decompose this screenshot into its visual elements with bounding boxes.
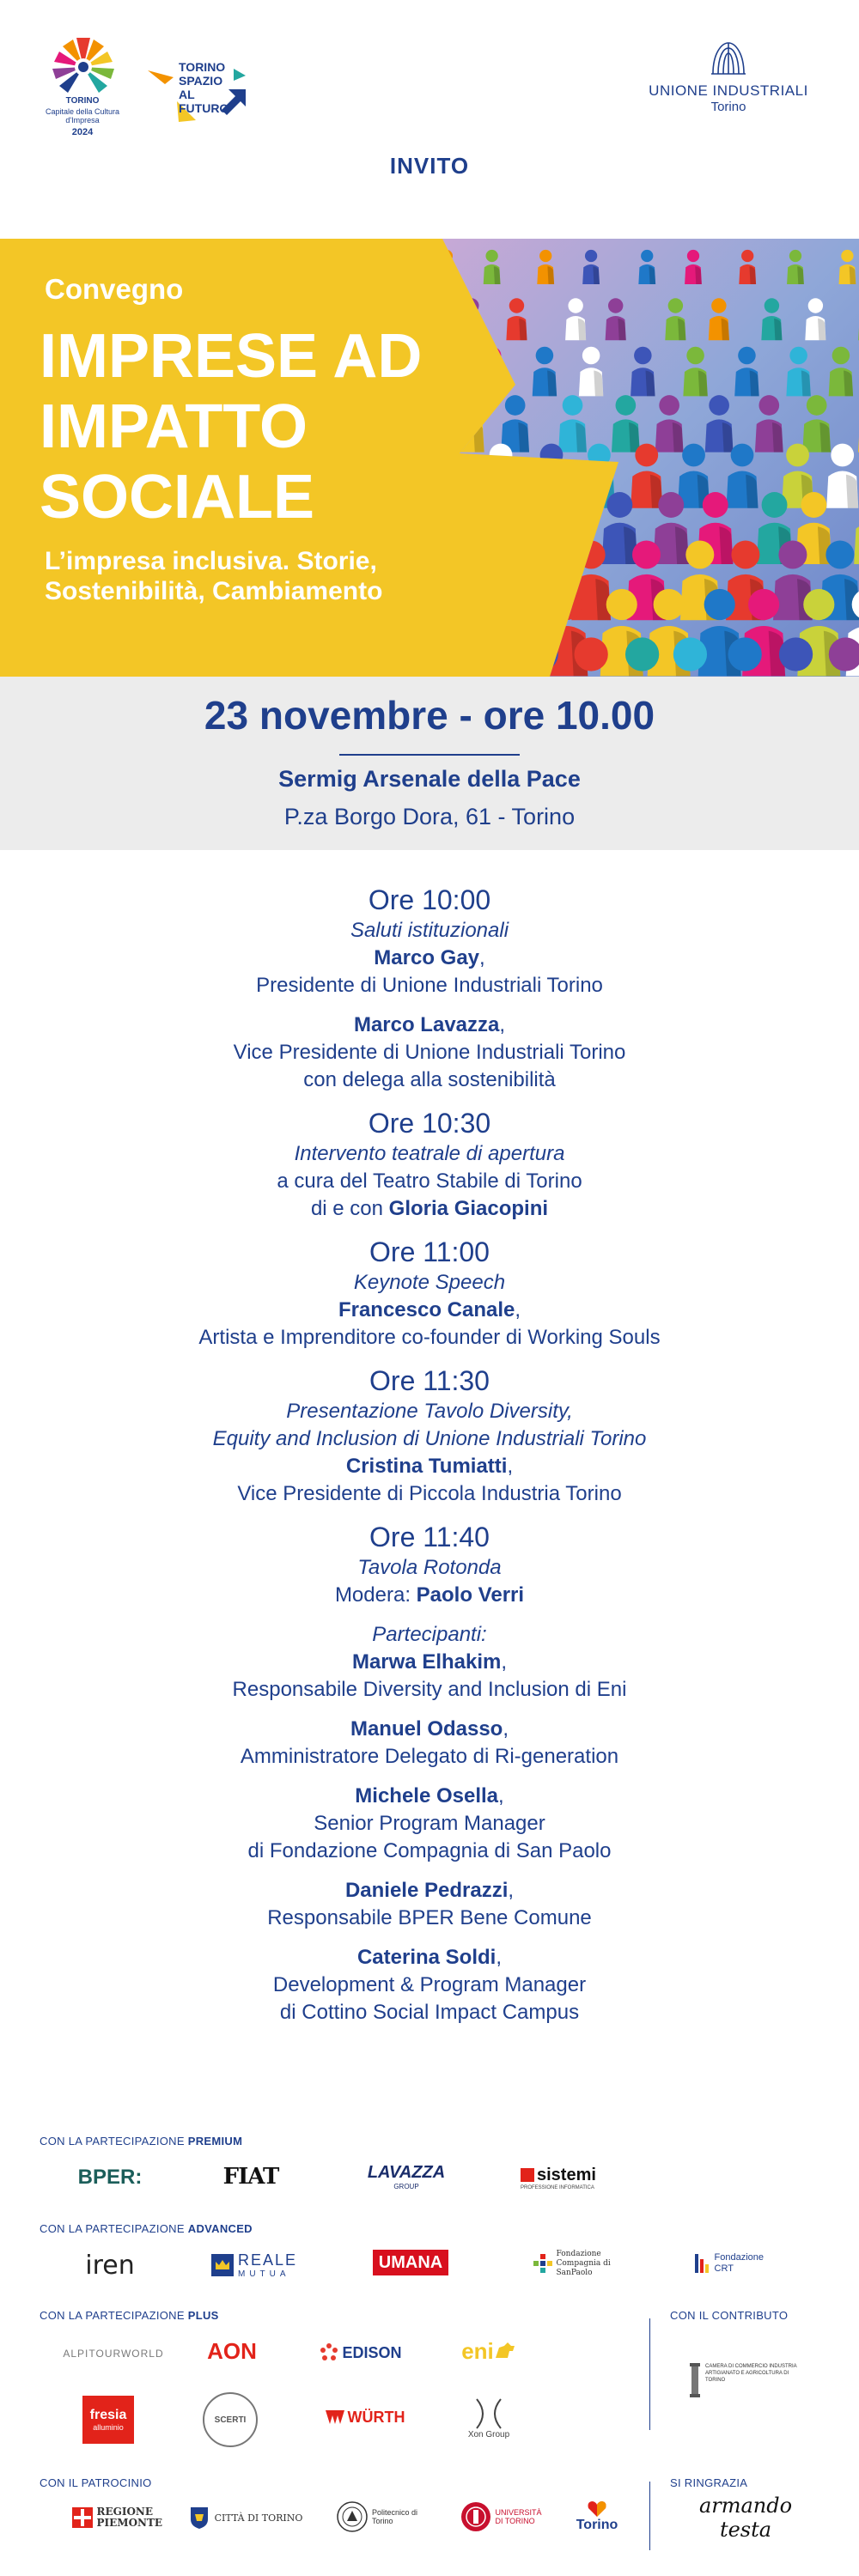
event-address: P.za Borgo Dora, 61 - Torino: [283, 804, 576, 829]
logo-line-1: TORINO: [65, 96, 100, 106]
logo-fiat: FIAT: [222, 2164, 279, 2190]
fresia-wordmark: fresia: [89, 2408, 127, 2422]
hero-banner: [0, 239, 859, 677]
figurine: [709, 298, 729, 340]
participant-name: Daniele Pedrazzi: [344, 1879, 509, 1902]
logo-edison: [309, 2337, 412, 2368]
logo-torino-capitale-cultura-impresa: [36, 36, 129, 143]
figurine: [726, 444, 758, 508]
torino-wordmark: Torino: [576, 2518, 618, 2532]
speaker-name: Marco Gay: [374, 946, 480, 969]
participant-role: Amministratore Delegato di Ri-generation: [240, 1745, 619, 1768]
politecnico-wordmark: Politecnico di Torino: [372, 2508, 418, 2525]
participant-role: di Fondazione Compagnia di San Paolo: [247, 1839, 612, 1862]
participant-role: Senior Program Manager: [314, 1812, 545, 1835]
logo-spazio-text: TORINO SPAZIO AL FUTURO: [179, 60, 229, 115]
unito-seal-icon: [460, 2501, 491, 2532]
participant-role: Development & Program Manager: [272, 1973, 587, 1996]
premium-label: [40, 2135, 242, 2148]
logo-torino-spazio-al-futuro: [144, 52, 260, 129]
logo-universita-torino: [457, 2497, 546, 2537]
logo-aon: AON: [207, 2337, 257, 2364]
figurine: [533, 347, 557, 397]
figurine: [739, 250, 756, 284]
speaker-role: Artista e Imprenditore co-founder di Working Souls: [198, 1326, 661, 1349]
logo-line-2: Capitale della Cultura d'Impresa: [45, 107, 120, 125]
session-time: Ore 11:00: [369, 1236, 490, 1267]
sistemi-sub: PROFESSIONE INFORMATICA: [521, 2184, 594, 2190]
label-prefix: CON LA PARTECIPAZIONE: [40, 2309, 185, 2322]
moderator-prefix: Modera:: [334, 1583, 411, 1607]
session-time: Ore 11:30: [369, 1365, 490, 1396]
eni-dog-icon: [494, 2341, 516, 2361]
logo-line-3: 2024: [71, 127, 94, 137]
sistemi-wordmark: sistemi: [537, 2165, 596, 2184]
figurine: [558, 395, 587, 452]
citta-wordmark: CITTÀ DI TORINO: [214, 2512, 303, 2524]
speaker-role: Vice Presidente di Piccola Industria Torino: [237, 1482, 622, 1505]
program: Ore 10:00 Saluti istituzionali Marco Gay, Presidente di Unione Industriali Torino Marco Lavazza, Vice Presidente di Unione Industriali Torino con delega alla sostenibilità Ore 10:30 Intervento teatrale di apertura a cura del Teatro Stabile di Torino di e con Gloria Giacopini Ore 11:00 Keynote Speech Francesco Canale, Artista e Imprenditore co-founder di Working Souls Ore 11:30 Presentazione Tavolo Diversity, Equity and Inclusion di Unione Industriali Torino Cristina Tumiatti, Vice Presidente di Piccola Industria Torino Ore 11:40 Tavola Rotonda Modera: Paolo Verri Partecipanti: Marwa Elhakim, Responsabile Diversity and Inclusion di Eni Manuel Odasso, Amministratore Delegato di Ri-generation Michele Osella, Senior Program Manager di Fondazione Compagnia di San Paolo Daniele Pedrazzi, Responsabile BPER Bene Comune Caterina Soldi, Development & Program Manager di Cottino Social Impact Campus: [0, 883, 859, 2026]
figurine: [755, 395, 783, 452]
session-detail-prefix: di e con: [310, 1197, 383, 1220]
divider-line: [339, 754, 520, 756]
wurth-wordmark: WÜRTH: [347, 2408, 405, 2426]
edison-star-icon: [320, 2343, 338, 2362]
logo-camera-commercio: [680, 2363, 818, 2406]
lavazza-sub: GROUP: [393, 2183, 419, 2190]
wurth-mark-icon: [326, 2410, 344, 2424]
session-detail: a cura del Teatro Stabile di Torino: [277, 1170, 582, 1193]
logo-iren: iren: [85, 2250, 135, 2281]
lavazza-wordmark: LAVAZZA: [367, 2163, 446, 2182]
session-label: Presentazione Tavolo Diversity,: [286, 1400, 573, 1423]
burst-logo-icon: [45, 36, 122, 96]
plus-label: [40, 2309, 219, 2322]
label-level: ADVANCED: [187, 2222, 253, 2235]
figurine: [638, 250, 655, 284]
participant-name: Manuel Odasso: [350, 1717, 503, 1741]
logo-politecnico: [333, 2497, 423, 2537]
figurine: [503, 589, 545, 676]
crt-mark-icon: [695, 2254, 710, 2273]
label-level: PREMIUM: [187, 2135, 243, 2148]
participants-label: Partecipanti:: [372, 1623, 487, 1646]
logo-lavazza: [368, 2157, 445, 2196]
figurine: [839, 250, 856, 284]
edison-wordmark: EDISON: [342, 2343, 402, 2361]
logo-alpitour: ALPITOURWORLD: [63, 2348, 164, 2360]
label-prefix: CON LA PARTECIPAZIONE: [40, 2222, 185, 2235]
participant-name: Marwa Elhakim: [351, 1650, 502, 1674]
event-date: 23 novembre - ore 10.00: [204, 693, 655, 738]
figurine: [579, 347, 603, 397]
logo-fondazione-crt: [687, 2246, 773, 2281]
session-label: Intervento teatrale di apertura: [294, 1142, 565, 1165]
shell-logo-icon: [710, 39, 747, 77]
figurine: [734, 347, 758, 397]
figurine: [805, 298, 825, 340]
figurine: [473, 540, 513, 620]
speaker-name: Francesco Canale: [338, 1298, 515, 1321]
speaker-role: Vice Presidente di Unione Industriali Torino: [233, 1041, 626, 1064]
session-time: Ore 11:40: [369, 1522, 490, 1552]
torino-heart-icon: [587, 2500, 607, 2518]
fresia-sub: alluminio: [93, 2423, 124, 2432]
figurine: [829, 347, 853, 397]
figurine: [602, 492, 637, 564]
citta-shield-icon: [189, 2506, 210, 2530]
session-label: Tavola Rotonda: [357, 1556, 502, 1579]
label-prefix: CON LA PARTECIPAZIONE: [40, 2135, 185, 2148]
reale-sub: MUTUA: [237, 2269, 290, 2279]
unito-wordmark: UNIVERSITÀ DI TORINO: [495, 2508, 542, 2525]
participant-role: Responsabile BPER Bene Comune: [267, 1906, 592, 1929]
patrocinio-label: CON IL PATROCINIO: [40, 2476, 152, 2489]
regione-shield-icon: [72, 2507, 93, 2528]
figurine: [484, 250, 501, 284]
figurine: [787, 250, 804, 284]
figurine: [471, 637, 517, 677]
figurine: [537, 250, 554, 284]
figurine: [535, 444, 567, 508]
logo-torino-city: [569, 2494, 625, 2540]
advanced-label: [40, 2222, 253, 2235]
figurine: [826, 444, 858, 508]
speaker-name: Gloria Giacopini: [388, 1197, 549, 1220]
logo-bper: BPER:: [77, 2166, 143, 2189]
logo-eni: [450, 2334, 527, 2368]
participant-name: Michele Osella: [355, 1784, 499, 1807]
header: [0, 0, 859, 232]
figurine: [523, 540, 563, 620]
logo-reale-mutua: [203, 2246, 306, 2284]
participant-name: Caterina Soldi: [356, 1946, 497, 1969]
figurine: [582, 250, 600, 284]
politecnico-seal-icon: [336, 2500, 369, 2533]
date-venue-band: [0, 677, 859, 850]
xon-wordmark: Xon Group: [467, 2429, 510, 2439]
logo-umana: UMANA: [373, 2250, 448, 2275]
logo-regione-piemonte: [67, 2500, 161, 2535]
participant-role: Responsabile Diversity and Inclusion di Eni: [232, 1678, 627, 1701]
speaker-role: Presidente di Unione Industriali Torino: [256, 974, 603, 997]
figurine: [655, 395, 684, 452]
logo-armando-testa: armando testa: [698, 2494, 793, 2542]
figurine: [565, 298, 586, 340]
ringrazia-label: SI RINGRAZIA: [670, 2476, 748, 2489]
eni-wordmark: eni: [461, 2337, 494, 2364]
session-label: Equity and Inclusion di Unione Industriali Torino: [212, 1427, 647, 1450]
logo-unione-city: Torino: [710, 100, 746, 114]
contributo-label: CON IL CONTRIBUTO: [670, 2309, 789, 2322]
hero-title: IMPRESE AD IMPATTO SOCIALE: [40, 322, 423, 532]
sistemi-square-icon: [521, 2168, 534, 2182]
invito-heading: INVITO: [389, 153, 470, 179]
speaker-name: Marco Lavazza: [353, 1013, 500, 1036]
logo-wurth: [318, 2404, 412, 2430]
reale-crown-icon: [211, 2254, 234, 2276]
participant-role: di Cottino Social Impact Campus: [279, 2001, 580, 2024]
figurine: [606, 298, 626, 340]
figurine: [548, 492, 583, 564]
reale-wordmark: REALE: [237, 2251, 298, 2269]
figurine: [665, 298, 685, 340]
san-paolo-wordmark: Fondazione Compagnia di SanPaolo: [556, 2249, 611, 2277]
logo-scerti: SCERTI: [203, 2392, 258, 2447]
speaker-role: con delega alla sostenibilità: [303, 1068, 556, 1091]
figurine: [761, 298, 782, 340]
event-venue: Sermig Arsenale della Pace: [278, 766, 581, 792]
camera-column-icon: [690, 2363, 700, 2397]
figurine: [802, 395, 831, 452]
hero-subtitle: L’impresa inclusiva. Storie, Sostenibilità, Cambiamento: [45, 547, 383, 605]
figurine: [683, 347, 707, 397]
figurine: [705, 395, 734, 452]
crt-wordmark: Fondazione CRT: [714, 2252, 764, 2274]
logo-unione-industriali: [643, 39, 814, 125]
san-paolo-grid-icon: [533, 2254, 552, 2273]
figurine: [612, 395, 640, 452]
figurine: [631, 347, 655, 397]
logo-sistemi: [521, 2159, 615, 2196]
logo-fresia: [82, 2396, 134, 2444]
hero-kicker: Convegno: [45, 273, 184, 305]
session-label: Saluti istituzionali: [350, 919, 509, 942]
figurine: [631, 444, 662, 508]
session-label: Keynote Speech: [353, 1271, 506, 1294]
camera-wordmark: CAMERA DI COMMERCIO INDUSTRIA ARTIGIANATO E AGRICOLTURA DI TORINO: [705, 2364, 797, 2383]
speaker-name: Cristina Tumiatti: [345, 1455, 508, 1478]
figurine: [786, 347, 810, 397]
logo-xon-group: [459, 2389, 519, 2447]
figurine: [438, 250, 455, 284]
session-time: Ore 10:00: [368, 884, 491, 915]
regione-wordmark: REGIONE PIEMONTE: [96, 2506, 163, 2529]
vertical-divider: [649, 2318, 650, 2430]
logo-unione-name: UNIONE INDUSTRIALI: [649, 82, 808, 99]
moderator-name: Paolo Verri: [416, 1583, 525, 1607]
xon-mark-icon: [474, 2397, 503, 2430]
label-level: PLUS: [187, 2309, 219, 2322]
session-time: Ore 10:30: [368, 1108, 491, 1139]
figurine: [685, 250, 702, 284]
vertical-divider: [649, 2482, 650, 2550]
logo-fondazione-san-paolo: [527, 2245, 622, 2282]
figurine: [426, 637, 472, 677]
logo-citta-torino: [187, 2500, 304, 2535]
